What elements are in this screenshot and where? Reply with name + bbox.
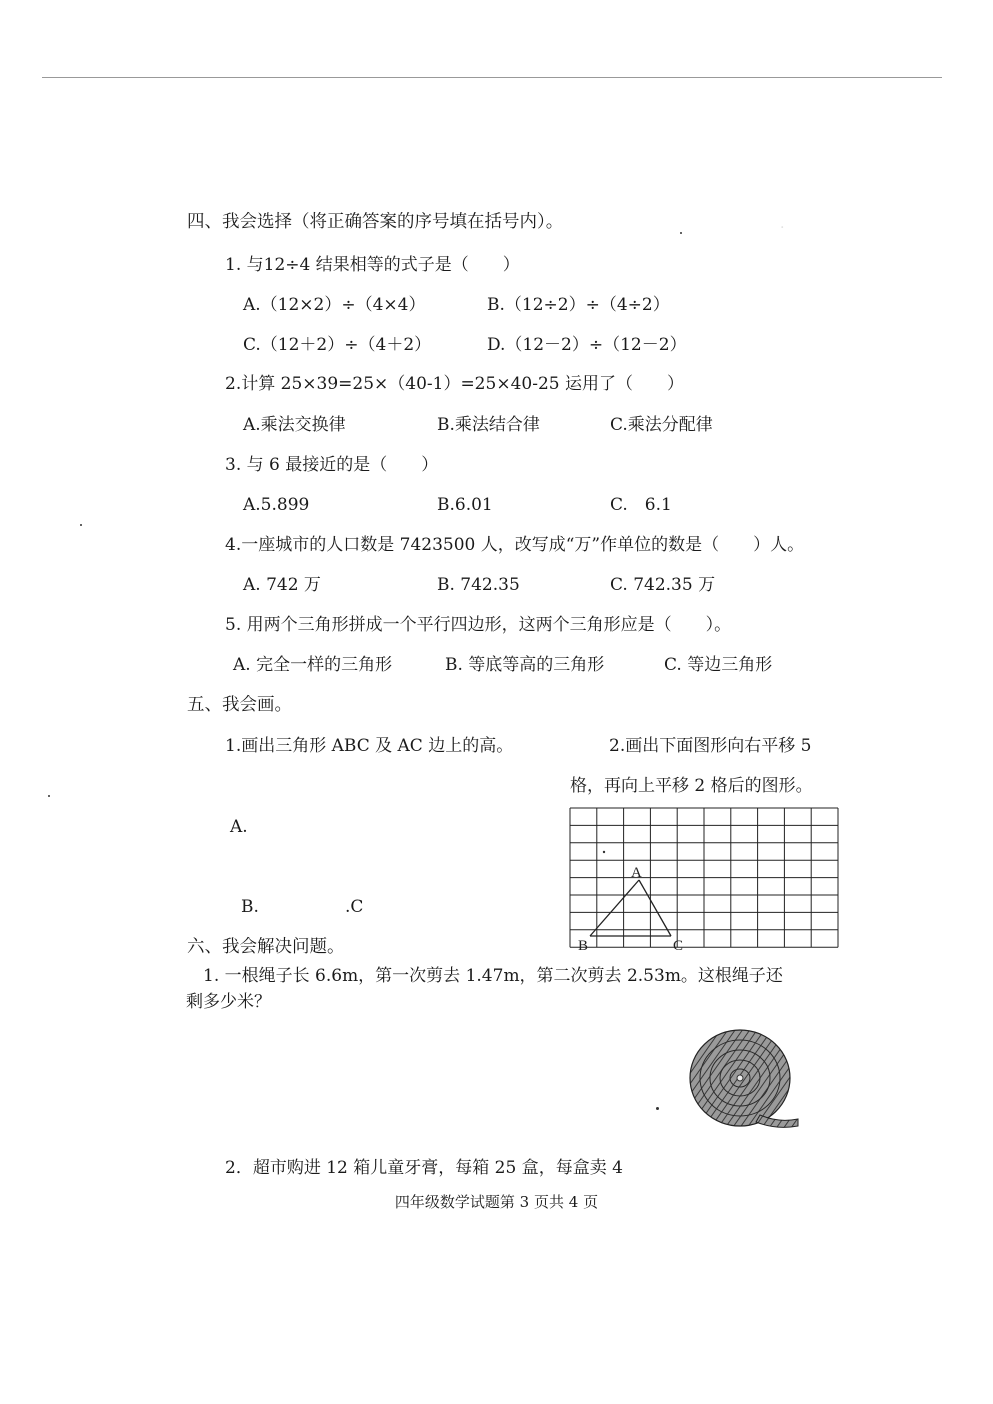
q5-option-a: A. 完全一样的三角形	[233, 655, 393, 675]
draw-q2-stem-line1: 2.画出下面图形向右平移 5	[609, 736, 812, 756]
stray-dot	[680, 232, 682, 234]
q4-option-b: B. 742.35	[437, 575, 520, 595]
section6-title: 六、我会解决问题。	[187, 937, 345, 957]
q1-option-c: C.（12＋2）÷（4＋2）	[243, 335, 432, 355]
triangle-side-ab	[590, 880, 639, 936]
grid-label-b: B	[578, 938, 589, 954]
draw-q1-stem: 1.画出三角形 ABC 及 AC 边上的高。	[225, 736, 514, 756]
grid-lines	[570, 808, 838, 947]
problem2-line1: 2．超市购进 12 箱儿童牙膏，每箱 25 盒，每盒卖 4	[225, 1158, 623, 1178]
problem1-line2: 剩多少米？	[186, 992, 271, 1012]
q3-option-b: B.6.01	[437, 495, 493, 515]
problem1-line1: 1. 一根绳子长 6.6m，第一次剪去 1.47m，第二次剪去 2.53m。这根绳子还	[203, 966, 783, 986]
draw-q2-stem-line2: 格，再向上平移 2 格后的图形。	[570, 776, 813, 796]
grid-triangle	[590, 880, 671, 936]
q5-stem: 5. 用两个三角形拼成一个平行四边形，这两个三角形应是（ ）。	[225, 615, 732, 635]
translation-grid	[569, 807, 839, 959]
stray-dot	[48, 795, 50, 797]
q4-option-a: A. 742 万	[243, 575, 321, 595]
grid-label-a: A	[631, 865, 642, 881]
q2-option-b: B.乘法结合律	[437, 415, 540, 435]
q4-option-c: C. 742.35 万	[610, 575, 716, 595]
rope-coil-image	[686, 1026, 804, 1134]
point-c-label: .C	[345, 897, 364, 917]
triangle-side-ac	[639, 880, 671, 936]
q4-stem: 4.一座城市的人口数是 7423500 人，改写成“万”作单位的数是（ ）人。	[225, 535, 805, 555]
q1-option-d: D.（12－2）÷（12－2）	[487, 335, 687, 355]
stray-dot	[80, 524, 82, 526]
q2-option-a: A.乘法交换律	[243, 415, 346, 435]
page-footer: 四年级数学试题第 3 页共 4 页	[394, 1193, 599, 1211]
grid-dot	[603, 851, 605, 853]
bleed-through-mark: .	[780, 216, 785, 232]
point-a-label: A.	[230, 817, 248, 837]
q3-option-c: C. 6.1	[610, 495, 672, 515]
top-rule	[42, 77, 942, 78]
q2-stem: 2.计算 25×39=25×（40-1）=25×40-25 运用了（ ）	[225, 374, 684, 394]
q1-stem: 1. 与12÷4 结果相等的式子是（ ）	[225, 255, 520, 275]
grid-label-c: C	[673, 938, 684, 954]
section4-title: 四、我会选择（将正确答案的序号填在括号内）。	[187, 212, 564, 232]
q5-option-c: C. 等边三角形	[664, 655, 773, 675]
q1-option-a: A.（12×2）÷（4×4）	[243, 295, 426, 315]
q3-stem: 3. 与 6 最接近的是（ ）	[225, 455, 439, 475]
point-b-label: B.	[241, 897, 259, 917]
q1-option-b: B.（12÷2）÷（4÷2）	[487, 295, 670, 315]
q2-option-c: C.乘法分配律	[610, 415, 713, 435]
section5-title: 五、我会画。	[187, 695, 292, 715]
q3-option-a: A.5.899	[243, 495, 310, 515]
q5-option-b: B. 等底等高的三角形	[445, 655, 605, 675]
stray-dot	[656, 1107, 659, 1110]
